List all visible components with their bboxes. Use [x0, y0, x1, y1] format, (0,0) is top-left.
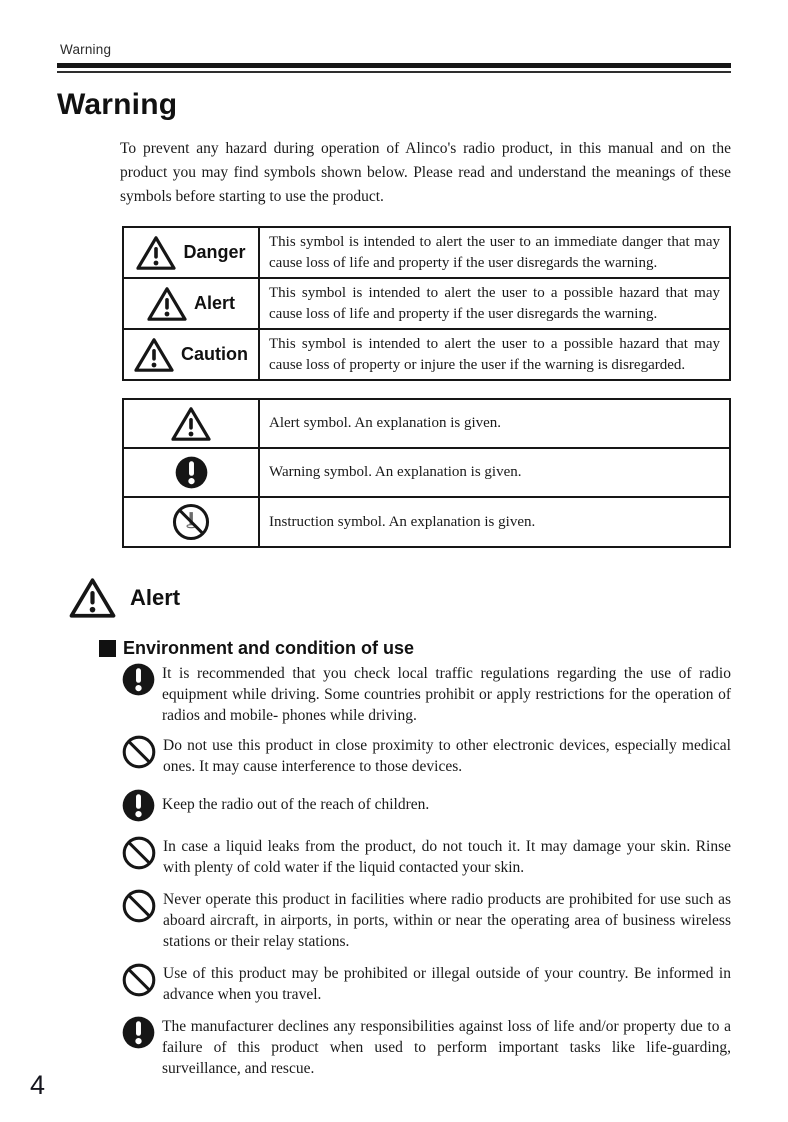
prohibition-icon [122, 735, 156, 769]
caution-description: This symbol is intended to alert the user to a possible hazard that may cause loss of property or injure the user if the warning is disregarded. [259, 329, 730, 380]
table-row [123, 497, 730, 547]
warning-triangle-icon [136, 235, 176, 271]
alert-label: Alert [193, 293, 235, 313]
square-bullet-icon [99, 640, 116, 657]
alert-section-heading [69, 577, 731, 619]
notice-text: It is recommended that you check local traffic regulations regarding the use of radio equipment while driving. Some countries prohibit or apply restrictions for the operation of radios and mobile- phones while driving. [162, 665, 731, 724]
intro-paragraph: To prevent any hazard during operation of Alinco's radio product, in this manual and on the product you may find symbols shown below. Please read and understand the meanings of these symbols before starting to use the product. [120, 140, 731, 205]
table-row [123, 399, 730, 448]
environment-subheading [99, 638, 731, 659]
notice-text: In case a liquid leaks from the product, do not touch it. It may damage your skin. Rinse with plenty of cold water if the liquid contacted your skin. [163, 838, 731, 876]
notice-text: Use of this product may be prohibited or illegal outside of your country. Be informed in advance when you travel. [163, 965, 731, 1003]
running-header-label: Warning [60, 42, 112, 57]
notice-list [122, 663, 731, 1079]
instruction-prohibition-icon [172, 503, 210, 541]
notice-text: The manufacturer declines any responsibilities against loss of life and/or property due to a failure of this product when used to perform important tasks like life-guarding, surveillance, and rescue. [162, 1018, 731, 1077]
list-item [122, 789, 731, 822]
alert-heading-label: Alert [130, 585, 181, 610]
alert-triangle-icon [69, 577, 116, 619]
list-item [122, 963, 731, 1005]
notice-text: Do not use this product in close proximity to other electronic devices, especially medical ones. It may cause interference to those devices. [163, 737, 731, 775]
alert-description: This symbol is intended to alert the user to a possible hazard that may cause loss of life and property if the user disregards the warning. [259, 278, 730, 329]
warning-circle-icon [122, 789, 155, 822]
table-row [123, 448, 730, 497]
table-row [123, 227, 730, 278]
notice-text: Keep the radio out of the reach of children. [162, 796, 430, 813]
danger-description: This symbol is intended to alert the user to an immediate danger that may cause loss of life and property if the user disregards the warning. [259, 227, 730, 278]
warning-triangle-icon [134, 337, 174, 373]
warning-symbol-legend: Warning symbol. An explanation is given. [259, 448, 730, 497]
alert-triangle-icon [171, 406, 211, 442]
list-item [122, 889, 731, 952]
list-item [122, 735, 731, 777]
symbol-definition-table [122, 226, 731, 381]
warning-circle-icon [122, 663, 155, 696]
header-rule-thick [57, 63, 731, 68]
page-title: Warning [57, 88, 178, 121]
prohibition-icon [122, 963, 156, 997]
prohibition-icon [122, 836, 156, 870]
prohibition-icon [122, 889, 156, 923]
instruction-symbol-legend: Instruction symbol. An explanation is given. [259, 497, 730, 547]
caution-label: Caution [181, 344, 248, 364]
table-row [123, 329, 730, 380]
warning-circle-icon [175, 456, 208, 489]
table-row [123, 278, 730, 329]
running-header [57, 0, 731, 73]
list-item [122, 836, 731, 878]
symbol-legend-table [122, 398, 731, 548]
alert-symbol-legend: Alert symbol. An explanation is given. [259, 399, 730, 448]
warning-triangle-icon [147, 286, 187, 322]
environment-subheading-label: Environment and condition of use [123, 638, 415, 658]
list-item [122, 663, 731, 726]
warning-circle-icon [122, 1016, 155, 1049]
danger-label: Danger [183, 242, 246, 262]
page-number: 4 [30, 1070, 46, 1100]
notice-text: Never operate this product in facilities where radio products are prohibited for use such as aboard aircraft, in airports, in ports, within or near the operating area of business wireless stations or their relay stations. [163, 891, 731, 950]
list-item [122, 1016, 731, 1079]
header-rule-thin [57, 71, 731, 73]
